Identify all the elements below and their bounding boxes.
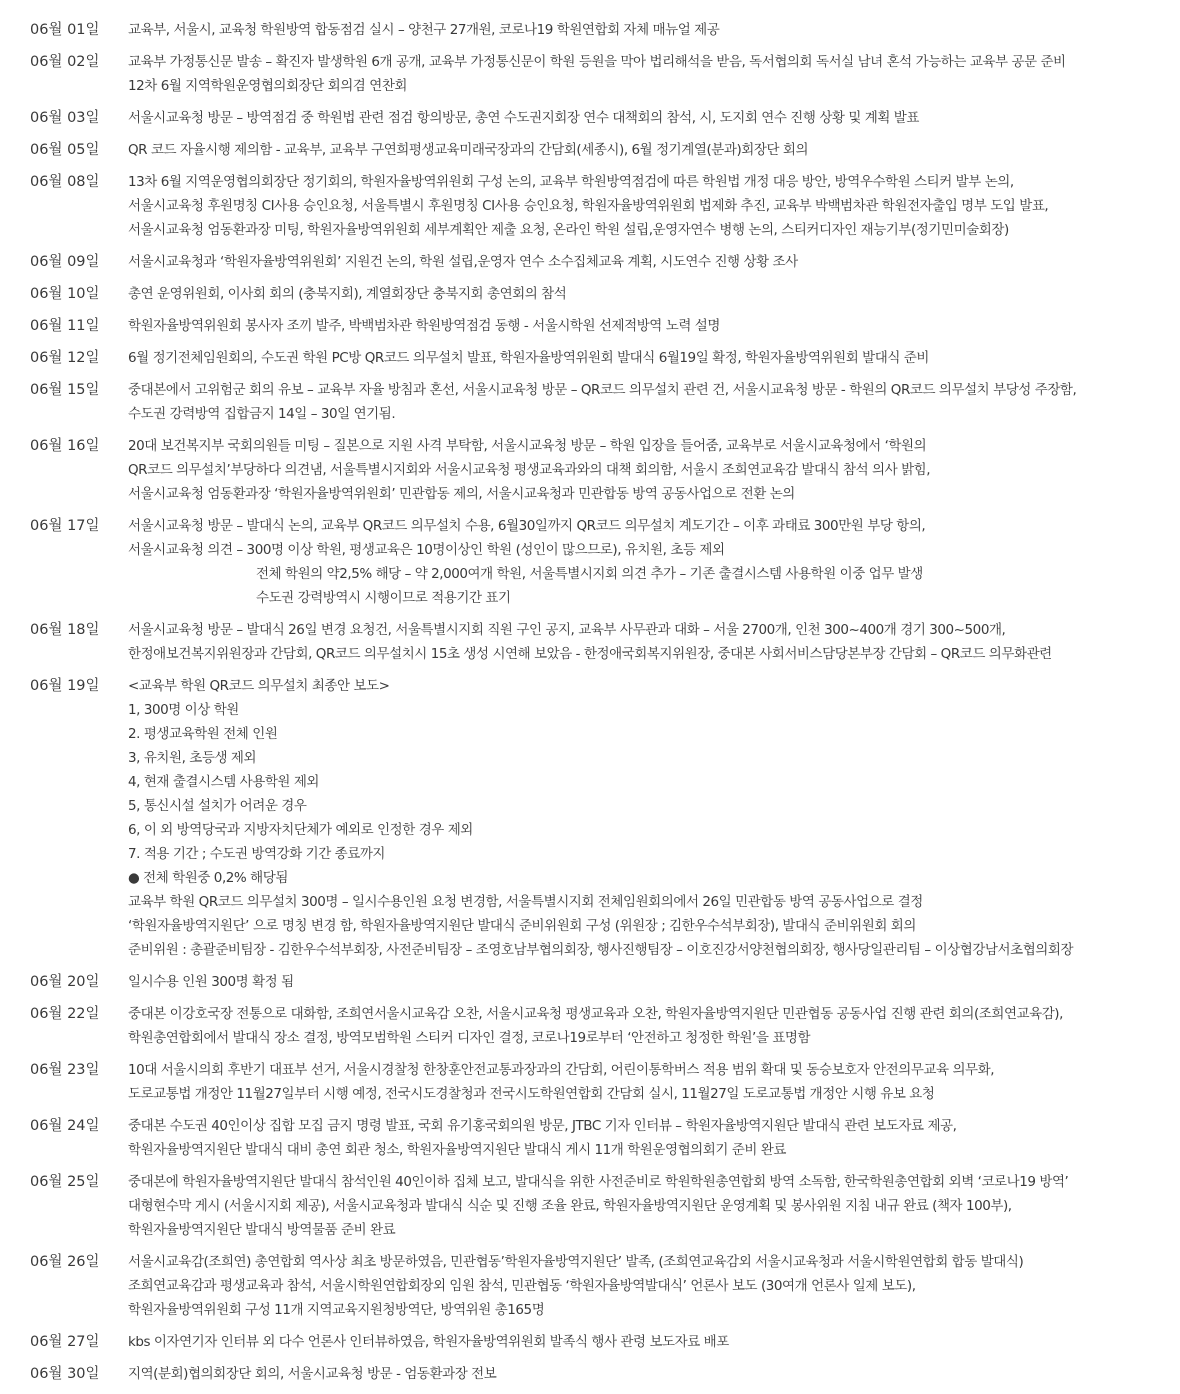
entry-description (128, 282, 1180, 306)
entry-line: 지역(분회)협의회장단 회의, 서울시교육청 방문 - 엄동환과장 전보 (128, 1366, 497, 1382)
entry-line: 서울시교육청 후원명칭 CI사용 승인요청, 서울특별시 후원명칭 CI사용 승인요청, 학원자율방역위원회 법제화 추진, 교육부 박백범차관 학원전자출입 명부 도입 발표, (128, 198, 1049, 214)
timeline-entry (0, 1250, 1180, 1322)
timeline-entry (0, 970, 1180, 994)
entry-line: 총연 운영위원회, 이사회 회의 (충북지회), 계열회장단 충북지회 총연회의 참석 (128, 286, 567, 302)
entry-line: 중대본에서 고위험군 회의 유보 – 교육부 자율 방침과 혼선, 서울시교육청 방문 – QR코드 의무설치 관련 건, 서울시교육청 방문 - 학원의 QR코드 의무설치 부당성 주장함, (128, 382, 1077, 398)
entry-date: 06월 26일 (30, 1254, 100, 1270)
timeline-entry (0, 18, 1180, 42)
entry-line: 교육부 가정통신문 발송 – 확진자 발생학원 6개 공개, 교육부 가정통신문이 학원 등원을 막아 법리해석을 받음, 독서협의회 독서실 남녀 혼석 가능하는 교육부 공문 준비 (128, 54, 1066, 70)
entry-date: 06월 30일 (30, 1366, 100, 1382)
entry-line: 교육부 학원 QR코드 의무설치 300명 – 일시수용인원 요청 변경함, 서울특별시지회 전체임원회의에서 26일 민관합동 방역 공동사업으로 결정 (128, 894, 923, 910)
entry-line: QR코드 의무설치’부당하다 의견냄, 서울특별시지회와 서울시교육청 평생교육과와의 대책 회의함, 서울시 조희연교육감 발대식 참석 의사 밝힘, (128, 462, 931, 478)
timeline-entry (0, 170, 1180, 242)
entry-line: 서울시교육청과 ‘학원자율방역위원회’ 지원건 논의, 학원 설립,운영자 연수 소수집체교육 계획, 시도연수 진행 상황 조사 (128, 254, 798, 270)
entry-description (128, 674, 1180, 962)
entry-line: 5, 통신시설 설치가 어려운 경우 (128, 798, 307, 814)
entry-date: 06월 17일 (30, 518, 100, 534)
entry-line: 13차 6월 지역운영협의회장단 정기회의, 학원자율방역위원회 구성 논의, 교육부 학원방역점검에 따른 학원법 개정 대응 방안, 방역우수학원 스티커 발부 논의, (128, 174, 1014, 190)
entry-line: 학원자율방역위원회 봉사자 조끼 발주, 박백범차관 학원방역점검 동행 - 서울시학원 선제적방역 노력 설명 (128, 318, 720, 334)
timeline-entry (0, 250, 1180, 274)
entry-line: 교육부, 서울시, 교육청 학원방역 합동점검 실시 – 양천구 27개원, 코로나19 학원연합회 자체 매뉴얼 제공 (128, 22, 720, 38)
entry-line: ● 전체 학원중 0,2% 해당됨 (128, 870, 288, 886)
entry-description (128, 1330, 1180, 1354)
entry-description (128, 138, 1180, 162)
entry-description (128, 1250, 1180, 1322)
entry-line: 학원자율방역지원단 발대식 방역물품 준비 완료 (128, 1222, 396, 1238)
entry-description (128, 1114, 1180, 1162)
entry-line: 4, 현재 출결시스템 사용학원 제외 (128, 774, 320, 790)
entry-line: 학원자율방역지원단 발대식 대비 총연 회관 청소, 학원자율방역지원단 발대식 게시 11개 학원운영협의회기 준비 완료 (128, 1142, 786, 1158)
timeline-entry (0, 618, 1180, 666)
entry-description (128, 618, 1180, 666)
timeline-entry (0, 1058, 1180, 1106)
entry-line: kbs 이자연기자 인터뷰 외 다수 언론사 인터뷰하였음, 학원자율방역위원회 발족식 행사 관령 보도자료 배포 (128, 1334, 729, 1350)
entry-line: 서울시교육청 방문 – 발대식 26일 변경 요청건, 서울특별시지회 직원 구인 공지, 교육부 사무관과 대화 – 서울 2700개, 인천 300~400개 경기 300~500개, (128, 622, 1006, 638)
entry-description (128, 970, 1180, 994)
entry-date: 06월 27일 (30, 1334, 100, 1350)
entry-description (128, 1170, 1180, 1242)
entry-description (128, 346, 1180, 370)
entry-line: 서울시교육청 엄동환과장 ‘학원자율방역위원회’ 민관합동 제의, 서울시교육청과 민관합동 방역 공동사업으로 전환 논의 (128, 486, 795, 502)
entry-line: 서울시교육감(조희연) 총연합회 역사상 최초 방문하였음, 민관협동’학원자율방역지원단’ 발족, (조희연교육감외 서울시교육청과 서울시학원연합회 합동 발대식) (128, 1254, 1024, 1270)
entry-line: 6, 이 외 방역당국과 지방자치단체가 예외로 인정한 경우 제외 (128, 822, 473, 838)
entry-line: 준비위원 : 총괄준비팀장 - 김한우수석부회장, 사전준비팀장 – 조영호남부협의회장, 행사진행팀장 – 이호진강서양천협의회장, 행사당일관리팀 – 이상협강남서초협의회장 (128, 942, 1074, 958)
timeline-entry (0, 434, 1180, 506)
entry-line: 1, 300명 이상 학원 (128, 702, 239, 718)
entry-line: 서울시교육청 방문 – 발대식 논의, 교육부 QR코드 의무설치 수용, 6월30일까지 QR코드 의무설치 계도기간 – 이후 과태료 300만원 부당 항의, (128, 518, 926, 534)
timeline-entry (0, 378, 1180, 426)
entry-line: 10대 서울시의회 후반기 대표부 선거, 서울시경찰청 한창훈안전교통과장과의 간담회, 어린이통학버스 적용 범위 확대 및 동승보호자 안전의무교육 의무화, (128, 1062, 995, 1078)
timeline-entry (0, 674, 1180, 962)
entry-line: 중대본 이강호국장 전통으로 대화함, 조희연서울시교육감 오찬, 서울시교육청 평생교육과 오찬, 학원자율방역지원단 민관협동 공동사업 진행 관련 회의(조희연교육감), (128, 1006, 1063, 1022)
entry-description (128, 314, 1180, 338)
entry-date: 06월 19일 (30, 678, 100, 694)
entry-line: 학원총연합회에서 발대식 장소 결정, 방역모범학원 스티커 디자인 결정, 코로나19로부터 ‘안전하고 청정한 학원’을 표명함 (128, 1030, 811, 1046)
entry-description (128, 514, 1180, 610)
entry-line-indented: 전체 학원의 약2,5% 해당 – 약 2,000여개 학원, 서울특별시지회 의견 추가 – 기존 출결시스템 사용학원 이중 업무 발생 (256, 566, 923, 582)
entry-description (128, 1002, 1180, 1050)
entry-date: 06월 08일 (30, 174, 100, 190)
entry-description (128, 1058, 1180, 1106)
timeline-entry (0, 106, 1180, 130)
entry-date: 06월 22일 (30, 1006, 100, 1022)
entry-date: 06월 05일 (30, 142, 100, 158)
entry-date: 06월 20일 (30, 974, 100, 990)
entry-line: ‘학원자율방역지원단’ 으로 명칭 변경 함, 학원자율방역지원단 발대식 준비위원회 구성 (위원장 ; 김한우수석부회장), 발대식 준비위원회 회의 (128, 918, 916, 934)
timeline-entry (0, 1362, 1180, 1386)
entry-description (128, 434, 1180, 506)
entry-line: 서울시교육청 엄동환과장 미팅, 학원자율방역위원회 세부계획안 제출 요청, 온라인 학원 설립,운영자연수 병행 논의, 스티커디자인 재능기부(정기민미술회장) (128, 222, 1009, 238)
entry-date: 06월 23일 (30, 1062, 100, 1078)
entry-line: 조희연교육감과 평생교육과 참석, 서울시학원연합회장외 임원 참석, 민관협동 ‘학원자율방역발대식’ 언론사 보도 (30여개 언론사 일제 보도), (128, 1278, 916, 1294)
entry-line: 도로교통법 개정안 11월27일부터 시행 예정, 전국시도경찰청과 전국시도학원연합회 간담회 실시, 11월27일 도로교통법 개정안 시행 유보 요청 (128, 1086, 935, 1102)
entry-description (128, 170, 1180, 242)
entry-description (128, 106, 1180, 130)
entry-line: 20대 보건복지부 국회의원들 미팅 – 질본으로 지원 사격 부탁함, 서울시교육청 방문 – 학원 입장을 들어줌, 교육부로 서울시교육청에서 ‘학원의 (128, 438, 927, 454)
schedule-timeline (0, 18, 1180, 1394)
entry-line: 서울시교육청 의견 – 300명 이상 학원, 평생교육은 10명이상인 학원 (성인이 많으므로), 유치원, 초등 제외 (128, 542, 725, 558)
entry-line: 한정애보건복지위원장과 간담회, QR코드 의무설치시 15초 생성 시연해 보았음 - 한정애국회복지위원장, 중대본 사회서비스담당본부장 간담회 – QR코드 의무화관련 (128, 646, 1052, 662)
entry-line: 중대본에 학원자율방역지원단 발대식 참석인원 40인이하 집체 보고, 발대식을 위한 사전준비로 학원학원총연합회 방역 소독함, 한국학원총연합회 외벽 ‘코로나19 방역’ (128, 1174, 1069, 1190)
entry-line: 중대본 수도권 40인이상 집합 모집 금지 명령 발표, 국회 유기홍국회의원 방문, JTBC 기자 인터뷰 – 학원자율방역지원단 발대식 관련 보도자료 제공, (128, 1118, 957, 1134)
timeline-entry (0, 1114, 1180, 1162)
entry-line: 12차 6월 지역학원운영협의회장단 회의겸 연찬회 (128, 78, 408, 94)
entry-description (128, 50, 1180, 98)
entry-line-indented: 수도권 강력방역시 시행이므로 적용기간 표기 (256, 590, 511, 606)
entry-line: 6월 정기전체임원회의, 수도권 학원 PC방 QR코드 의무설치 발표, 학원자율방역위원회 발대식 6월19일 확정, 학원자율방역위원회 발대식 준비 (128, 350, 929, 366)
entry-line: 2. 평생교육학원 전체 인원 (128, 726, 278, 742)
entry-description (128, 378, 1180, 426)
entry-date: 06월 25일 (30, 1174, 100, 1190)
entry-line: 3, 유치원, 초등생 제외 (128, 750, 257, 766)
entry-line: 수도권 강력방역 집합금지 14일 – 30일 연기됨. (128, 406, 396, 422)
entry-line: 학원자율방역위원회 구성 11개 지역교육지원청방역단, 방역위원 총165명 (128, 1302, 545, 1318)
entry-line: 일시수용 인원 300명 확정 됨 (128, 974, 294, 990)
timeline-entry (0, 1170, 1180, 1242)
entry-date: 06월 24일 (30, 1118, 100, 1134)
entry-description (128, 18, 1180, 42)
timeline-entry (0, 514, 1180, 610)
entry-date: 06월 12일 (30, 350, 100, 366)
entry-date: 06월 02일 (30, 54, 100, 70)
entry-date: 06월 03일 (30, 110, 100, 126)
entry-date: 06월 16일 (30, 438, 100, 454)
timeline-entry (0, 138, 1180, 162)
entry-description (128, 250, 1180, 274)
timeline-entry (0, 50, 1180, 98)
timeline-entry (0, 1330, 1180, 1354)
entry-date: 06월 18일 (30, 622, 100, 638)
entry-date: 06월 10일 (30, 286, 100, 302)
entry-description (128, 1362, 1180, 1386)
entry-date: 06월 11일 (30, 318, 100, 334)
entry-date: 06월 01일 (30, 22, 100, 38)
entry-line: 대형현수막 게시 (서울시지회 제공), 서울시교육청과 발대식 식순 및 진행 조율 완료, 학원자율방역지원단 운영계획 및 봉사위원 지침 내규 완료 (책자 100부), (128, 1198, 1012, 1214)
entry-line: 서울시교육청 방문 – 방역점검 중 학원법 관련 점검 항의방문, 총연 수도권지회장 연수 대책회의 참석, 시, 도지회 연수 진행 상황 및 계획 발표 (128, 110, 919, 126)
entry-line: <교육부 학원 QR코드 의무설치 최종안 보도> (128, 678, 390, 694)
entry-line: QR 코드 자율시행 제의함 - 교육부, 교육부 구연희평생교육미래국장과의 간담회(세종시), 6월 정기계열(분과)회장단 회의 (128, 142, 809, 158)
timeline-entry (0, 1002, 1180, 1050)
entry-line: 7. 적용 기간 ; 수도권 방역강화 기간 종료까지 (128, 846, 386, 862)
timeline-entry (0, 346, 1180, 370)
timeline-entry (0, 282, 1180, 306)
entry-date: 06월 09일 (30, 254, 100, 270)
entry-date: 06월 15일 (30, 382, 100, 398)
timeline-entry (0, 314, 1180, 338)
